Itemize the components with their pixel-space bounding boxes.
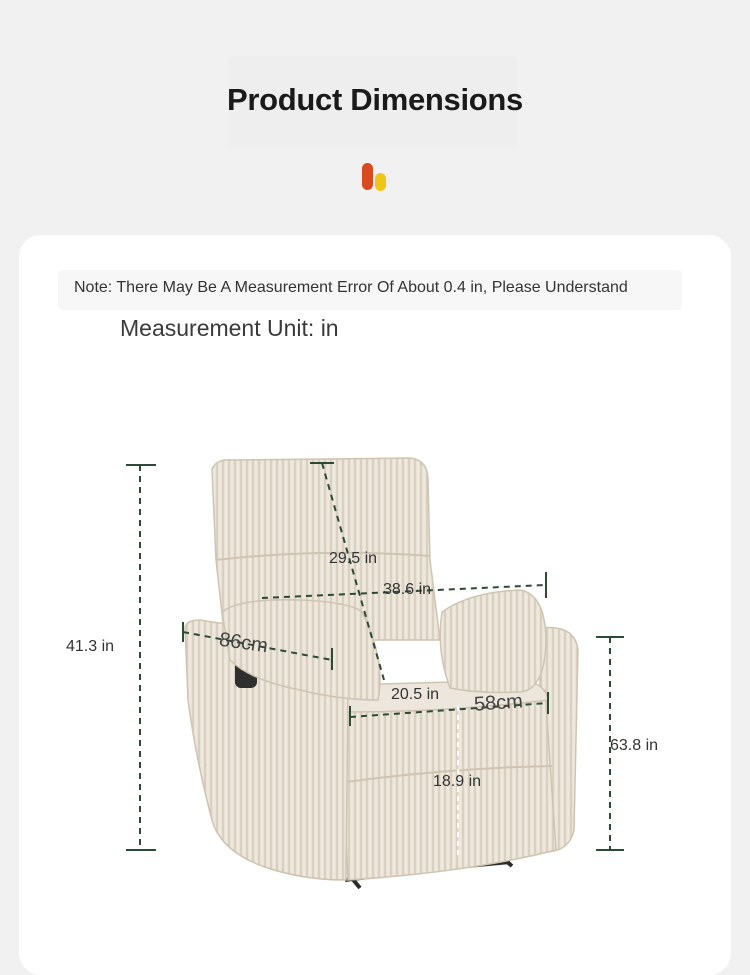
measurement-unit-label: Measurement Unit: in	[120, 315, 339, 341]
page-title: Product Dimensions	[226, 82, 524, 117]
overall-height-label: 41.3 in	[66, 638, 115, 655]
measurement-note: Note: There May Be A Measurement Error Of About 0.4 in, Please Understand	[74, 279, 628, 296]
seat-width-cm-label: 58cm	[473, 690, 524, 716]
back-width-label: 38.6 in	[383, 581, 432, 598]
seat-height-label: 18.9 in	[433, 773, 482, 790]
depth-cm-label: 86cm	[217, 628, 270, 658]
backrest-height-label: 29.5 in	[329, 550, 378, 567]
side-height-label: 63.8 in	[610, 737, 659, 754]
seat-depth-label: 20.5 in	[391, 686, 440, 703]
